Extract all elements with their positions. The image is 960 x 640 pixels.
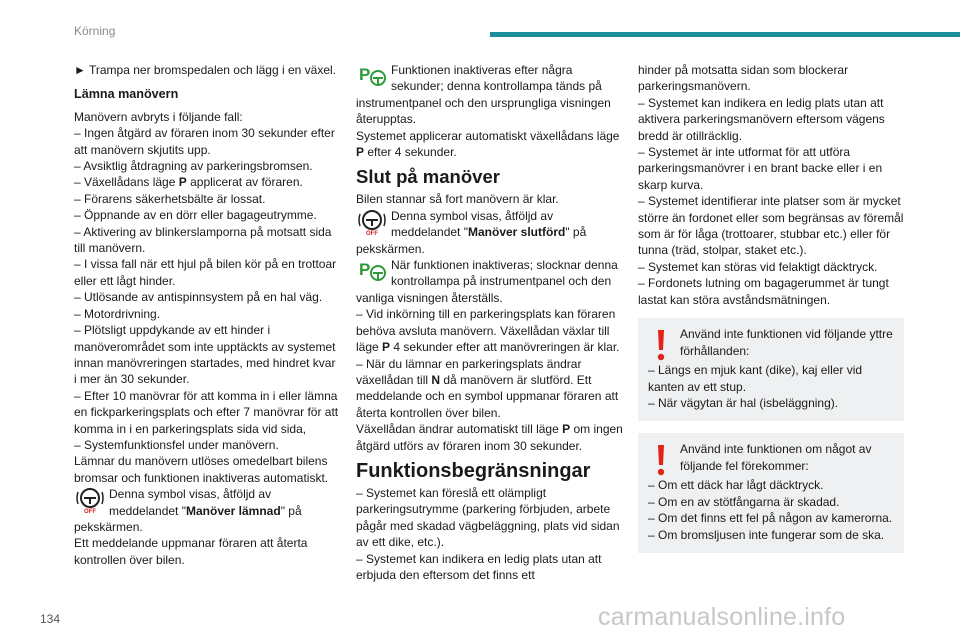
section-title: Körning xyxy=(74,24,116,38)
parking-assist-off-icon xyxy=(356,208,388,236)
warning-box-faults xyxy=(638,433,904,553)
lamp-off-note: P När funktionen inaktiveras; slocknar denna kontrollampa på instrumentpanel och den vanliga visningen återställs. xyxy=(356,258,618,305)
list-item-continued: hinder på motsatta sidan som blockerar parkeringsmanövern. xyxy=(638,63,849,94)
list-item: – Systemet kan indikera en ledig plats utan att erbjuda den eftersom det finns ett xyxy=(356,551,602,582)
maneuver-left-note: OFF Denna symbol visas, åtföljd av meddelandet "Manöver lämnad" på pekskärmen. xyxy=(74,487,302,534)
list-item: – Fordonets lutning om bagagerummet är tungt lastat kan störa avståndsmätningen. xyxy=(638,276,889,307)
watermark: carmanualsonline.info xyxy=(598,603,846,631)
svg-text:P: P xyxy=(359,260,371,280)
list-item: – Om det finns ett fel på någon av kamerorna. xyxy=(648,511,893,526)
parking-assist-off-icon xyxy=(74,486,106,514)
warning-box-external-conditions xyxy=(638,318,904,421)
leave-after-text: Lämnar du manövern utlöses omedelbart bilens bromsar och funktionen inaktiveras automatiskt. xyxy=(74,454,329,485)
list-item: – Utlösande av antispinnsystem på en hal väg. xyxy=(74,290,323,305)
column-3 xyxy=(638,62,904,553)
list-item: – Systemfunktionsfel under manövern. xyxy=(74,437,279,452)
leave-closing-text: Ett meddelande uppmanar föraren att återta kontrollen över bilen. xyxy=(74,536,308,567)
svg-text:OFF: OFF xyxy=(84,509,96,515)
warning-exclamation-icon xyxy=(650,328,672,362)
list-item: – Öppnande av en dörr eller bagageutrymme. xyxy=(74,208,317,223)
heading-function-limits: Funktionsbegränsningar xyxy=(356,459,591,482)
intro-step: ► Trampa ner bromspedalen och lägg i en växel. xyxy=(74,63,337,77)
list-item: – När vägytan är hal (isbeläggning). xyxy=(648,395,839,410)
svg-text:OFF: OFF xyxy=(366,230,378,236)
park-assist-lamp-icon xyxy=(356,62,388,90)
column-1 xyxy=(74,62,340,568)
list-item: – Ingen åtgärd av föraren inom 30 sekunder efter att manövern skjutits upp. xyxy=(74,126,335,157)
list-item: – Systemet identifierar inte platser som är mycket större än fordonet eller som begränsas av föremål som är för låga (trottoarer, stubbar etc.) eller för tunna (träd, stolpar, staket etc.). xyxy=(638,194,904,258)
list-item: – Systemet kan föreslå ett olämpligt parkeringsutrymme (parkering förbjuden, arbete pågår med skadad vägbeläggning, plats vid sidan av ett dike, etc.). xyxy=(356,485,620,550)
maneuver-completed-note: OFF Denna symbol visas, åtföljd av meddelandet "Manöver slutförd" på pekskärmen. xyxy=(356,208,587,256)
list-item: – Om en av stötfångarna är skadad. xyxy=(648,494,840,509)
leave-parking-text: – När du lämnar en parkeringsplats ändrar växellådan till N då manövern är slutförd. Ett meddelande och en symbol uppmanar föraren att återta kontrollen över bilen. xyxy=(356,356,619,420)
warning-title: Använd inte funktionen vid följande yttre förhållanden: xyxy=(680,327,893,358)
enter-parking-text: – Vid inkörning till en parkeringsplats kan föraren behöva avsluta manövern. Växellådan växlar till läge P 4 sekunder efter att manövreringen är klar. xyxy=(356,307,620,355)
column-2 xyxy=(356,62,624,583)
heading-leave-maneuver: Lämna manövern xyxy=(74,87,179,102)
warning-title: Använd inte funktionen om något av följande fel förekommer: xyxy=(680,442,872,473)
page-number: 134 xyxy=(40,612,61,626)
lamp-deactivation-note: P Funktionen inaktiveras efter några sekunder; denna kontrollampa tänds på instrumentpanel och den ursprungliga visningen återupptas. xyxy=(356,63,611,127)
list-item: – Systemet kan störas vid felaktigt däcktryck. xyxy=(638,259,878,274)
list-item: – Växellådans läge P applicerat av föraren. xyxy=(74,175,303,190)
leave-conditions-list xyxy=(74,125,340,453)
park-assist-lamp-icon xyxy=(356,257,388,285)
end-lead: Bilen stannar så fort manövern är klar. xyxy=(356,192,559,207)
list-item: – I vissa fall när ett hjul på bilen kör på en trottoar eller ett lågt hinder. xyxy=(74,257,337,288)
gearbox-text: Systemet applicerar automatiskt växellådans läge P efter 4 sekunder. xyxy=(356,128,620,160)
list-item: – Om ett däck har lågt däcktryck. xyxy=(648,478,824,493)
list-item: – Plötsligt uppdykande av ett hinder i manöverområdet som inte upptäckts av systemet innan manövreringen startades, med hindret kvar i mer än 30 sekunder. xyxy=(74,323,336,387)
svg-text:P: P xyxy=(359,65,371,84)
list-item: – Förarens säkerhetsbälte är lossat. xyxy=(74,191,266,206)
list-item: – Systemet kan indikera en ledig plats utan att aktivera parkeringsmanövern eftersom vägens bredd är otillräcklig. xyxy=(638,95,885,143)
leave-lead: Manövern avbryts i följande fall: xyxy=(74,109,243,124)
warning-exclamation-icon xyxy=(650,443,672,477)
list-item: – Om bromsljusen inte fungerar som de ska. xyxy=(648,527,885,542)
heading-end-of-maneuver: Slut på manöver xyxy=(356,166,500,188)
list-item: – Efter 10 manövrar för att komma in i eller lämna en fickparkeringsplats och efter 7 manövrar för att komma in i en parkeringsplats sida vid sida, xyxy=(74,388,339,436)
list-item: – Avsiktlig åtdragning av parkeringsbromsen. xyxy=(74,159,313,174)
list-item: – Aktivering av blinkerslamporna på motsatt sida till manövern. xyxy=(74,224,332,256)
list-item: – Systemet är inte utformat för att utföra parkeringsmanövrer i en brant backe eller i en skarp kurva. xyxy=(638,145,883,192)
list-item: – Längs en mjuk kant (dike), kaj eller vid kanten av ett stup. xyxy=(648,363,863,394)
header-accent-bar xyxy=(490,32,960,37)
list-item: – Motordrivning. xyxy=(74,306,161,321)
auto-park-text: Växellådan ändrar automatiskt till läge P om ingen åtgärd utförs av föraren inom 30 sekunder. xyxy=(356,422,623,453)
